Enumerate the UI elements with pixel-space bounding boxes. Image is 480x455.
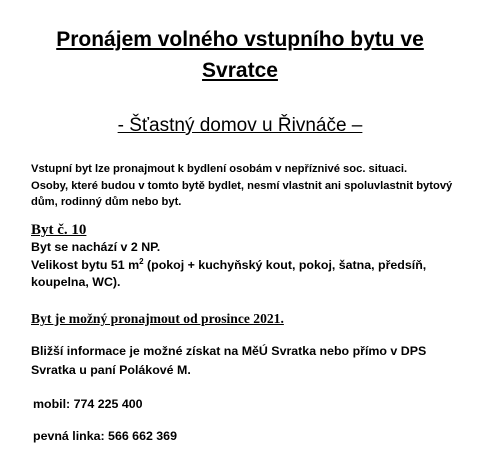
contact-info-paragraph: Bližší informace je možné získat na MěÚ Svratka nebo přímo v DPS Svratka u paní Polákové M. [31, 344, 427, 377]
landline-phone: pevná linka: 566 662 369 [33, 429, 177, 443]
flat-size [31, 257, 471, 292]
intro-line-ownership: Osoby, které budou v tomto bytě bydlet, nesmí vlastnit ani spoluvlastnit bytový dům, rodinný dům nebo byt. [31, 179, 453, 208]
flat-details [31, 239, 471, 292]
flat-size-unit-superscript: 2 [139, 256, 144, 266]
document-subtitle: - Šťastný domov u Řivnáče – [117, 115, 363, 136]
flat-size-prefix: Velikost bytu 51 m [31, 257, 140, 272]
flat-size-rooms: (pokoj + kuchyňský kout, pokoj, šatna, předsíň, koupelna, WC). [31, 257, 427, 289]
mobile-phone: mobil: 774 225 400 [33, 397, 143, 411]
flat-floor: Byt se nachází v 2 NP. [31, 240, 161, 254]
document-title: Pronájem volného vstupního bytu ve Svratce [56, 28, 424, 82]
intro-line-eligibility: Vstupní byt lze pronajmout k bydlení osobám v nepříznivé soc. situaci. [31, 163, 408, 175]
availability-notice: Byt je možný pronajmout od prosince 2021. [31, 311, 284, 326]
intro-paragraph [31, 161, 463, 211]
flat-heading: Byt č. 10 [31, 222, 87, 238]
